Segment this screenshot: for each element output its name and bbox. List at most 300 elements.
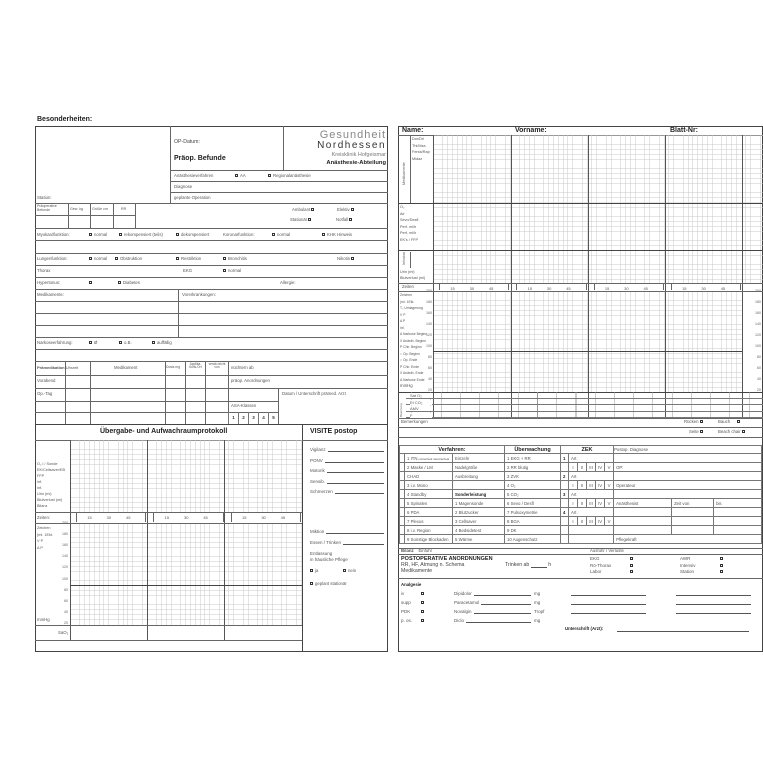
- vital-label: T₀ Umlagerung: [400, 306, 423, 310]
- verfahren-detail: Ausbreitung: [453, 472, 505, 481]
- y-tick: 60: [64, 598, 68, 603]
- geplante-operation-label: geplante Operation: [174, 195, 211, 200]
- zek-roman[interactable]: V: [605, 499, 614, 508]
- zek-number: 4: [561, 508, 569, 517]
- time-tick: 45: [126, 514, 131, 520]
- aa-checkbox[interactable]: [235, 174, 246, 178]
- drug-field[interactable]: [454, 609, 546, 614]
- zeiten-label: Zeiten:: [37, 515, 51, 520]
- asa-label: ASA-Klassen: [231, 403, 257, 408]
- time-tick: 30: [624, 285, 629, 291]
- ueberwachung-cell[interactable]: 10 Augenschutz: [505, 535, 561, 544]
- lungen-normal-checkbox[interactable]: normal: [89, 257, 107, 261]
- verfahren-cell[interactable]: 1 ITN orotracheal nasotracheal: [405, 454, 453, 463]
- unterschrift-label: Unterschrift (Arzt):: [565, 626, 604, 631]
- ruecken-checkbox[interactable]: Rücken: [684, 420, 705, 424]
- y-tick: 200: [426, 289, 432, 293]
- gewicht-header: Gew. kg: [70, 207, 83, 211]
- route-label: PDK: [401, 609, 411, 614]
- tick-divider: [586, 284, 587, 290]
- anesthesia-time-ticks: [433, 283, 742, 291]
- table-row: [400, 526, 762, 535]
- y-tick: 140: [755, 322, 761, 326]
- visite-title: VISITE postop: [310, 428, 358, 435]
- ekg-label: EKG: [183, 268, 193, 273]
- visite-label: Schmerzen: [310, 489, 333, 494]
- check-label: Labor: [590, 569, 602, 574]
- visite-label: Sensib.: [310, 478, 326, 484]
- row-label: Blutverlust (ml): [37, 498, 63, 502]
- drug-unit: mg: [534, 618, 541, 623]
- drug-field[interactable]: [454, 591, 546, 596]
- vorname-field[interactable]: Vorname:: [515, 127, 547, 134]
- beatmung-side-label: Beatmung: [399, 403, 403, 417]
- name-field[interactable]: Name:: [402, 127, 424, 134]
- logo-line2: Nordhessen: [317, 140, 386, 151]
- asa-class-5[interactable]: 5: [268, 412, 278, 424]
- route-checkbox[interactable]: [401, 618, 431, 623]
- y-tick: 180: [755, 300, 761, 304]
- blank-line[interactable]: [571, 613, 646, 614]
- y-tick: 20: [428, 388, 432, 392]
- regional-checkbox[interactable]: [268, 174, 311, 178]
- tick-divider: [153, 513, 154, 522]
- postop-check[interactable]: [590, 556, 648, 561]
- header-ueberwachung: Überwachung: [505, 446, 561, 454]
- procedure-table: [399, 445, 762, 544]
- ausfuhr-label: Ausfuhr / Verluste: [590, 548, 624, 553]
- diagnose-label: Diagnose: [174, 184, 193, 189]
- op-tag-label: Op.-Tag: [37, 391, 53, 396]
- mmhg-label: mmHg: [37, 617, 50, 622]
- zeit-cell: [672, 517, 714, 526]
- route-checkbox[interactable]: [401, 591, 431, 596]
- y-tick: 40: [757, 377, 761, 381]
- time-tick: 15: [242, 514, 247, 520]
- medikament-label: Dor/Dri: [412, 137, 425, 141]
- regional-label: Regionalanästhesie: [273, 173, 311, 178]
- zek-number: 1: [561, 454, 569, 463]
- tick-divider: [300, 513, 301, 522]
- vital-label: P Chir. Ende: [400, 364, 419, 369]
- infusion-label: Urin (ml): [400, 270, 415, 274]
- tick-divider: [663, 284, 664, 290]
- verfahren-detail: 1 Magensonde: [453, 499, 505, 508]
- zek-roman[interactable]: III: [587, 481, 596, 490]
- postop-cell[interactable]: [614, 472, 762, 481]
- blank-line[interactable]: [571, 604, 646, 605]
- bis-cell: [714, 517, 762, 526]
- header-zek: ZEK: [561, 446, 614, 454]
- verfahren-cell[interactable]: 8 i.v. Region: [405, 526, 453, 535]
- header-postop: Postop. Diagnose: [614, 446, 762, 454]
- obstruktion-checkbox[interactable]: Obstruktion: [115, 257, 142, 261]
- zek-roman[interactable]: V: [605, 517, 614, 526]
- medikament-label: Fenta/Rap: [412, 150, 430, 154]
- zek-roman[interactable]: V: [605, 481, 614, 490]
- zek-roman[interactable]: III: [587, 499, 596, 508]
- anesthesia-y-axis-left: [424, 291, 433, 392]
- blank-line[interactable]: [676, 613, 751, 614]
- vital-label: ○ Op. Beginn: [400, 351, 420, 356]
- check-label: EKG: [590, 556, 600, 561]
- postop-check[interactable]: [590, 563, 648, 568]
- y-tick: 180: [62, 532, 68, 537]
- zek-roman[interactable]: I: [569, 463, 578, 472]
- sao2-label: SaO₂: [58, 630, 69, 635]
- zek-art[interactable]: Art: [569, 472, 614, 481]
- praeop-befunde-title: Präop. Befunde: [174, 155, 226, 162]
- y-tick: 180: [426, 300, 432, 304]
- koronar-label: Koronarfunktion:: [223, 232, 255, 237]
- vital-label: V P: [400, 312, 406, 317]
- khk-checkbox[interactable]: KHK Hinweis: [322, 233, 352, 237]
- clinic-logo: [286, 130, 386, 166]
- besonderheiten-heading: Besonderheiten:: [37, 116, 93, 123]
- uebergabe-upper-grid[interactable]: [70, 440, 302, 512]
- narkose-label: Narkoseerfahrung:: [37, 340, 73, 345]
- trinken-field[interactable]: Trinken ab h: [505, 562, 552, 568]
- check-label: Station: [680, 569, 695, 574]
- medikament-label: Midaz: [412, 156, 423, 161]
- ja-checkbox[interactable]: [310, 568, 318, 573]
- drug-unit: mg: [534, 600, 541, 605]
- asa-class-4[interactable]: 4: [258, 412, 268, 424]
- gas-label: O₂: [400, 205, 405, 209]
- time-tick: 30: [546, 285, 552, 291]
- zek-number: [561, 499, 569, 508]
- zek-roman[interactable]: I: [569, 499, 578, 508]
- op-datum-label: OP-Datum:: [174, 139, 200, 145]
- y-tick: 80: [64, 587, 68, 592]
- myokard-rekomp-checkbox[interactable]: rekompensiert (teils): [119, 233, 163, 237]
- tick-divider: [439, 284, 440, 290]
- blank-line[interactable]: [571, 595, 646, 596]
- bronchitis-checkbox[interactable]: Bronchitis: [223, 257, 247, 261]
- tick-divider: [145, 513, 146, 522]
- restriktion-checkbox[interactable]: Restriktion: [176, 257, 201, 261]
- y-tick: 20: [64, 621, 68, 625]
- verfahren-cell[interactable]: 3 i.v. Mono: [405, 481, 453, 490]
- row-label: FFP: [37, 474, 45, 478]
- time-tick: 45: [643, 285, 648, 291]
- vital-label: Zeichen: [37, 526, 51, 530]
- verfahren-cell[interactable]: 5 Spinalen: [405, 499, 453, 508]
- narkose-ob-checkbox[interactable]: o.B.: [119, 341, 132, 345]
- route-label: iv: [401, 591, 405, 596]
- postop-cell[interactable]: [614, 490, 762, 499]
- ueberwachung-cell[interactable]: 5 CO₂: [505, 490, 561, 499]
- verfahren-detail: Nadelgröße: [453, 463, 505, 472]
- uhrzeit-header: Uhrzeit: [65, 365, 79, 370]
- blank-line[interactable]: [676, 595, 751, 596]
- hypertonus-checkbox[interactable]: [89, 281, 94, 285]
- rr-schema-label: RR, HF, Atmung n. Schema: [401, 562, 465, 568]
- checkbox-label: ja: [315, 568, 319, 573]
- verfahren-detail: 2 Blutzucker: [453, 508, 505, 517]
- praemed-header: Prämedikation: [37, 365, 65, 370]
- logo-dept: Anästhesie-Abteilung: [326, 160, 386, 166]
- vital-label: A P: [37, 545, 43, 550]
- verfahren-cell[interactable]: CHAD: [405, 472, 453, 481]
- verfahren-detail: 4 Bedsidetest: [453, 526, 505, 535]
- time-tick: 30: [469, 285, 475, 291]
- time-tick: 15: [682, 285, 687, 291]
- table-row: [400, 481, 762, 490]
- vital-label: A Narkose Beginn: [400, 332, 428, 336]
- allergie-label: Allergie:: [280, 280, 296, 285]
- zek-roman[interactable]: III: [587, 463, 596, 472]
- drug-field[interactable]: [454, 618, 546, 623]
- ueberwachung-cell[interactable]: 7 Pulsoxymetrie: [505, 508, 561, 517]
- visite-line: [343, 540, 384, 545]
- postop-cell[interactable]: OP:: [614, 463, 762, 472]
- visite-label: Vigilanz: [310, 447, 326, 452]
- row-label: Bilanz: [37, 504, 48, 508]
- zek-number: [561, 481, 569, 490]
- tick-divider: [516, 284, 517, 290]
- zek-roman[interactable]: IV: [596, 499, 605, 508]
- table-row: [400, 463, 762, 472]
- logo-line3: Kreisklinik Hofgeismar: [331, 152, 386, 158]
- time-tick: 15: [87, 514, 92, 520]
- elektiv-checkbox[interactable]: Elektiv: [337, 208, 356, 212]
- y-tick: 40: [428, 377, 432, 381]
- gas-label: Air: [400, 211, 405, 216]
- vorerkrankungen-label: Vorerkrankungen:: [182, 292, 216, 297]
- time-tick: 30: [261, 514, 266, 520]
- vital-label: P Chir. Beginn: [400, 345, 422, 349]
- table-row: [400, 508, 762, 517]
- visite-field[interactable]: [310, 529, 384, 534]
- nikotin-checkbox[interactable]: Nikotin: [337, 257, 356, 261]
- zek-roman[interactable]: I: [569, 481, 578, 490]
- drug-name: Diclo: [454, 618, 465, 623]
- zek-roman[interactable]: II: [578, 499, 587, 508]
- visite-field[interactable]: [310, 479, 384, 484]
- station-label: Station:: [37, 195, 52, 200]
- gas-label: Perf. ml/h: [400, 224, 417, 229]
- postop-check[interactable]: [680, 556, 738, 561]
- check-label: AWR: [680, 556, 691, 561]
- ueberwachung-cell[interactable]: 8 BGA: [505, 517, 561, 526]
- thorax-label: Thorax: [37, 268, 51, 273]
- ekg-normal-checkbox[interactable]: normal: [223, 269, 241, 273]
- visite-field[interactable]: [310, 540, 384, 545]
- analgesie-label: Analgesie: [401, 582, 422, 587]
- y-tick: 200: [755, 289, 761, 293]
- row-label: O₂ l / Sonde: [37, 462, 58, 466]
- praeop-anordnungen-label: präop. Anordnungen: [231, 378, 270, 383]
- zek-number: [561, 517, 569, 526]
- rr-header: RR: [121, 207, 127, 211]
- ambulant-checkbox[interactable]: Ambulant: [292, 208, 316, 212]
- verfahren-cell[interactable]: 2 Maske / LM: [405, 463, 453, 472]
- tick-divider: [76, 513, 77, 522]
- uebergabe-y-axis: [55, 523, 69, 625]
- zek-art[interactable]: Art: [569, 454, 614, 463]
- time-tick: 45: [488, 285, 494, 291]
- postop-cell[interactable]: Operateur: [614, 481, 762, 490]
- nein-checkbox[interactable]: [343, 568, 356, 573]
- uebergabe-title: Übergabe- und Aufwachraumprotokoll: [100, 428, 228, 435]
- postop-cell[interactable]: [614, 454, 762, 463]
- postop-cell[interactable]: [614, 508, 672, 517]
- blatt-nr-field[interactable]: Blatt-Nr:: [670, 127, 698, 134]
- bilanz-label: Bilanz: [401, 548, 414, 553]
- vital-label: ○ Op. Ende: [400, 358, 418, 362]
- table-row: [400, 454, 762, 463]
- zek-roman[interactable]: III: [587, 517, 596, 526]
- stationaer-checkbox[interactable]: Stationär: [290, 218, 313, 222]
- verfahren-cell[interactable]: 6 PDA: [405, 508, 453, 517]
- zek-number: [561, 463, 569, 472]
- uebergabe-vitals-grid[interactable]: [70, 523, 302, 625]
- infusion-label: Blutverlust (ml): [400, 276, 426, 280]
- postop-cell[interactable]: [614, 526, 672, 535]
- zek-roman[interactable]: IV: [596, 517, 605, 526]
- visite-field[interactable]: [310, 489, 384, 494]
- asa-class-1[interactable]: 1: [228, 412, 238, 424]
- y-tick: 200: [62, 521, 68, 525]
- ueberwachung-cell[interactable]: 3 ZVK: [505, 472, 561, 481]
- koronar-normal-checkbox[interactable]: normal: [272, 233, 290, 237]
- zek-roman[interactable]: IV: [596, 463, 605, 472]
- zek-number: [561, 526, 569, 535]
- medikament-header: Medikament: [114, 365, 138, 370]
- aa-label: AA: [240, 173, 246, 178]
- zek-roman[interactable]: II: [578, 463, 587, 472]
- route-checkbox[interactable]: [401, 600, 431, 605]
- time-tick: 30: [184, 514, 189, 520]
- visite-field[interactable]: [310, 468, 384, 473]
- vital-label: A Narkose Ende: [400, 377, 425, 382]
- zek-roman[interactable]: V: [605, 463, 614, 472]
- vital-label: Zeichen: [400, 293, 413, 297]
- postop-cell[interactable]: Anästhesist: [614, 499, 672, 508]
- zek-number: [561, 535, 569, 544]
- nuechtern-label: nüchtern ab: [231, 365, 254, 370]
- time-tick: 45: [203, 514, 208, 520]
- narkose-auffaellig-checkbox[interactable]: auffällig: [152, 341, 172, 345]
- verfahren-cell[interactable]: 9 Sonstige Blockaden: [405, 535, 453, 544]
- y-tick: 100: [62, 576, 68, 581]
- drug-field[interactable]: [454, 600, 546, 605]
- time-tick: 45: [280, 514, 286, 520]
- route-checkbox[interactable]: [401, 609, 431, 614]
- drug-line: [474, 609, 531, 614]
- drug-line: [466, 618, 531, 623]
- verfahren-detail: 3 Cellsaver: [453, 517, 505, 526]
- drug-name: Dipidolor: [454, 591, 472, 596]
- verfahren-detail: Sonderleistung: [453, 490, 505, 499]
- verfahren-cell[interactable]: 7 Plexus: [405, 517, 453, 526]
- ueberwachung-cell[interactable]: 2 RR blutig: [505, 463, 561, 472]
- zek-art[interactable]: Art: [569, 490, 614, 499]
- gas-label: EK's / FFP: [400, 237, 419, 242]
- postop-cell[interactable]: [614, 517, 672, 526]
- applikation-header: Applika-tions-Ort: [189, 362, 202, 370]
- route-label: p. os.: [401, 618, 413, 623]
- beatmung-rows[interactable]: [398, 392, 763, 418]
- drug-line: [481, 600, 531, 605]
- checkbox-label: geplant stationär: [315, 581, 347, 586]
- time-tick: 45: [720, 285, 726, 291]
- postop-check[interactable]: [590, 569, 648, 574]
- table-row: [400, 517, 762, 526]
- zek-roman[interactable]: IV: [596, 481, 605, 490]
- visite-field[interactable]: [310, 447, 384, 452]
- asa-class-3[interactable]: 3: [248, 412, 258, 424]
- dosis-header: Dosis mg: [166, 365, 181, 369]
- drug-unit: Tropf: [534, 609, 545, 614]
- myokard-normal-checkbox[interactable]: normal: [89, 233, 107, 237]
- infusion-side-label: Infusion: [402, 251, 406, 265]
- anesthesia-upper-grid[interactable]: [433, 135, 763, 283]
- notfall-checkbox[interactable]: Notfall: [336, 218, 354, 222]
- zek-roman[interactable]: I: [569, 517, 578, 526]
- tick-divider: [594, 284, 595, 290]
- y-tick: 160: [426, 311, 432, 315]
- zek-roman[interactable]: II: [578, 517, 587, 526]
- check-label: Intensiv: [680, 562, 696, 568]
- vital-label: V P: [37, 539, 44, 543]
- zek-art[interactable]: Art: [569, 508, 614, 517]
- zeit-cell: [672, 508, 714, 517]
- beach-chair-checkbox[interactable]: Beach chair: [718, 430, 747, 434]
- zek-roman[interactable]: II: [578, 481, 587, 490]
- myokard-dekomp-checkbox[interactable]: dekompensiert: [176, 233, 209, 237]
- row-label: Urin (ml): [37, 492, 52, 496]
- vital-label: X Anästh. Ende: [400, 371, 424, 375]
- geplant-stationaer-checkbox[interactable]: [310, 581, 347, 586]
- asa-class-2[interactable]: 2: [238, 412, 248, 424]
- entlassung-label: Entlassung: [310, 551, 333, 556]
- zeit-cell: [672, 526, 714, 535]
- time-tick: 30: [106, 514, 112, 520]
- y-tick: 60: [757, 366, 761, 370]
- table-row: [400, 472, 762, 481]
- y-tick: 100: [755, 344, 761, 348]
- y-tick: 20: [757, 388, 761, 392]
- verfahren-cell[interactable]: 4 Standby: [405, 490, 453, 499]
- postop-cell[interactable]: Pflegekraft: [614, 535, 762, 544]
- visite-line: [335, 489, 384, 494]
- narkose-none-checkbox[interactable]: Ø: [89, 341, 97, 345]
- verfahren-detail: [453, 481, 505, 490]
- blank-line[interactable]: [676, 604, 751, 605]
- entlassung-label: in häusliche Pflege: [310, 557, 348, 562]
- myokard-label: Myokardfunktion:: [37, 232, 70, 237]
- postop-medikamente-label: Medikamente: [401, 568, 433, 574]
- ueberwachung-cell[interactable]: 6 Sevo / Desfl: [505, 499, 561, 508]
- postop-check[interactable]: [680, 569, 738, 574]
- row-label: inf.: [37, 480, 43, 484]
- postop-check[interactable]: [680, 563, 738, 568]
- ueberwachung-cell[interactable]: 9 DK: [505, 526, 561, 535]
- seite-checkbox[interactable]: Seite: [689, 430, 705, 434]
- time-tick: 15: [450, 285, 455, 291]
- diabetes-checkbox[interactable]: Diabetes: [118, 281, 140, 285]
- ueberwachung-cell[interactable]: 4 O₂: [505, 481, 561, 490]
- ueberwachung-cell[interactable]: 1 EKG + RR: [505, 454, 561, 463]
- row-label: inf.: [37, 486, 43, 490]
- unterschrift-line[interactable]: [617, 631, 749, 632]
- bauch-checkbox[interactable]: Bauch: [718, 420, 742, 424]
- anesthesia-y-axis-right: [744, 291, 762, 392]
- postop-title: POSTOPERATIVE ANORDNUNGEN: [401, 556, 493, 562]
- visite-field[interactable]: [310, 458, 384, 463]
